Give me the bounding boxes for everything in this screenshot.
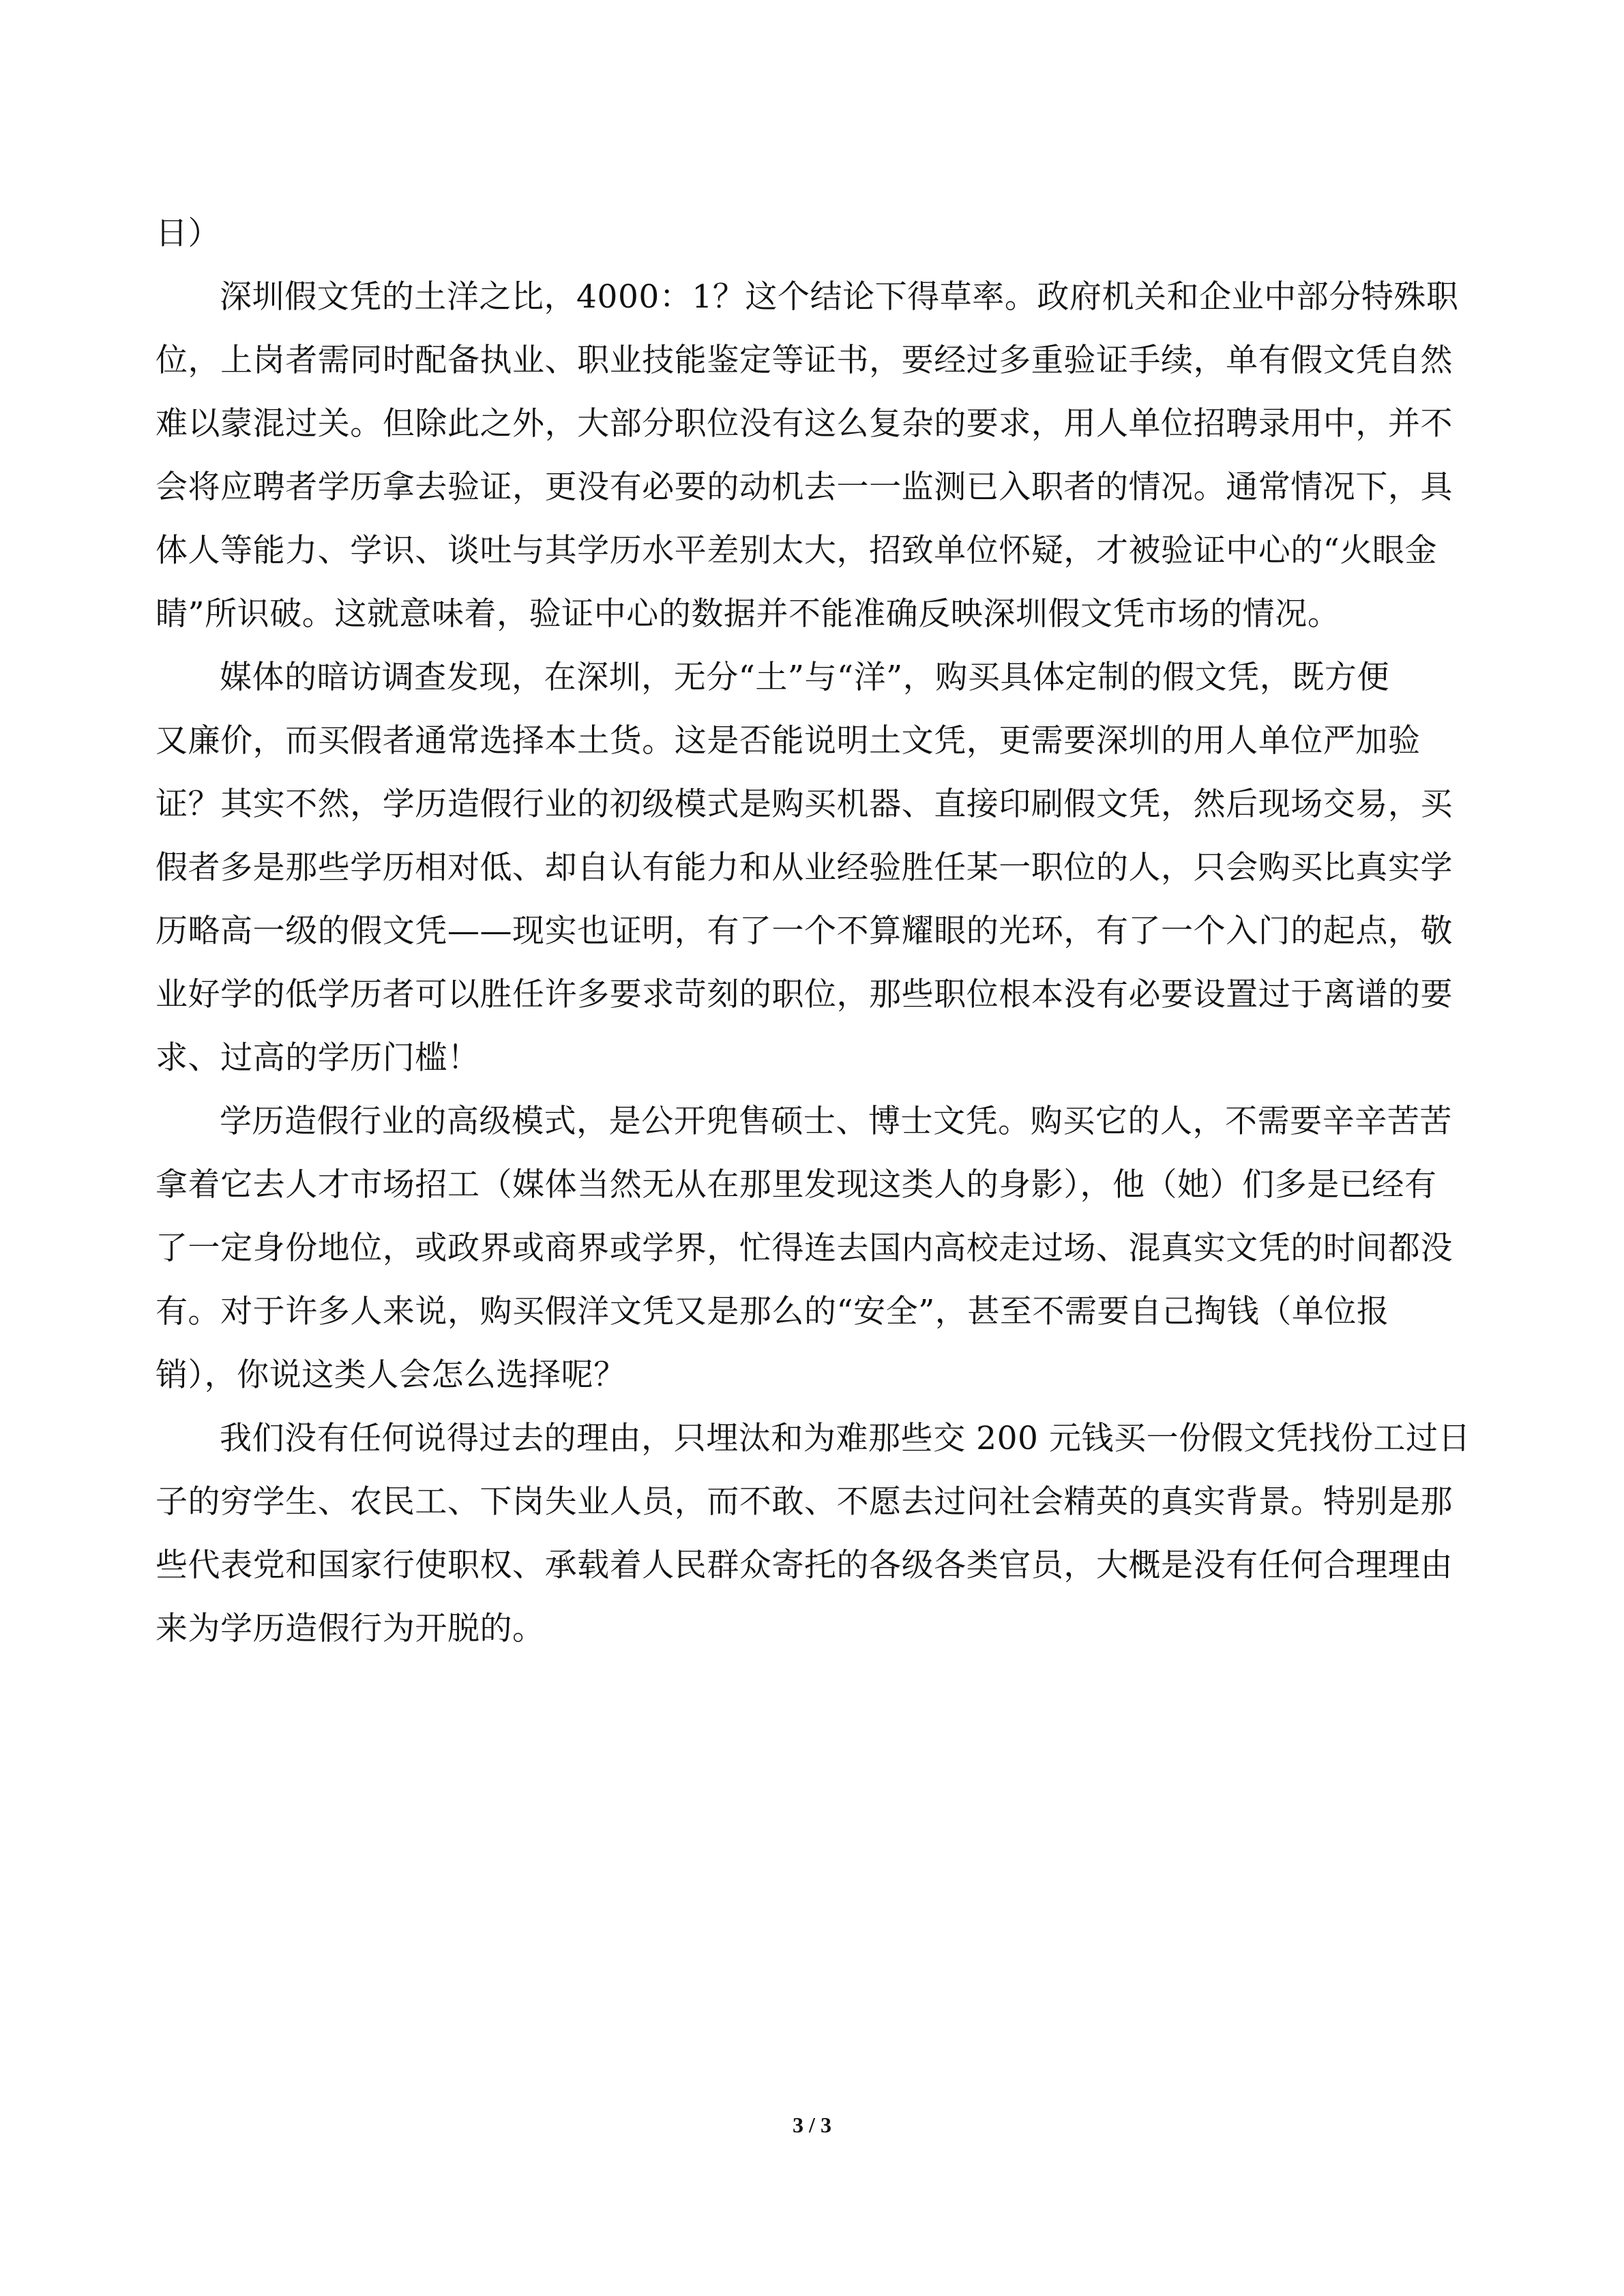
text-line: 证？其实不然，学历造假行业的初级模式是购买机器、直接印刷假文凭，然后现场交易，买 [156,786,1453,823]
page-number: 3 / 3 [793,2113,831,2137]
text-line: 拿着它去人才市场招工（媒体当然无从在那里发现这类人的身影），他（她）们多是已经有 [156,1166,1437,1204]
text-line: 历略高一级的假文凭——现实也证明，有了一个不算耀眼的光环，有了一个入门的起点，敬 [156,912,1453,950]
text-line: 来为学历造假行为开脱的。 [156,1610,545,1648]
text-line: 些代表党和国家行使职权、承载着人民群众寄托的各级各类官员，大概是没有任何合理理由 [156,1547,1453,1584]
text-line: 会将应聘者学历拿去验证，更没有必要的动机去一一监测已入职者的情况。通常情况下，具 [156,468,1453,506]
text-line: 体人等能力、学识、谈吐与其学历水平差别太大，招致单位怀疑，才被验证中心的“火眼金 [156,532,1438,569]
text-line: 日） [156,215,221,252]
text-line: 销），你说这类人会怎么选择呢？ [156,1356,626,1394]
paragraph-line: 我们没有任何说得过去的理由，只埋汰和为难那些交 200 元钱买一份假文凭找份工过日 [220,1420,1471,1457]
document-body [156,202,1471,1660]
text-line: 假者多是那些学历相对低、却自认有能力和从业经验胜任某一职位的人，只会购买比真实学 [156,849,1453,886]
text-line: 子的穷学生、农民工、下岗失业人员，而不敢、不愿去过问社会精英的真实背景。特别是那 [156,1483,1453,1521]
text-line: 又廉价，而买假者通常选择本土货。这是否能说明土文凭，更需要深圳的用人单位严加验 [156,722,1421,760]
text-line: 睛”所识破。这就意味着，验证中心的数据并不能准确反映深圳假文凭市场的情况。 [156,595,1340,633]
text-line: 求、过高的学历门槛！ [156,1039,480,1077]
paragraph-line: 深圳假文凭的土洋之比，4000：1？这个结论下得草率。政府机关和企业中部分特殊职 [220,278,1459,316]
text-line: 业好学的低学历者可以胜任许多要求苛刻的职位，那些职位根本没有必要设置过于离谱的要 [156,976,1453,1013]
paragraph-line: 学历造假行业的高级模式，是公开兜售硕士、博士文凭。购买它的人，不需要辛辛苦苦 [220,1103,1452,1140]
text-line: 有。对于许多人来说，购买假洋文凭又是那么的“安全”，甚至不需要自己掏钱（单位报 [156,1293,1389,1330]
paragraph-line: 媒体的暗访调查发现，在深圳，无分“土”与“洋”，购买具体定制的假文凭，既方便 [220,659,1390,696]
text-line: 难以蒙混过关。但除此之外，大部分职位没有这么复杂的要求，用人单位招聘录用中，并不 [156,405,1453,443]
text-line: 了一定身份地位，或政界或商界或学界，忙得连去国内高校走过场、混真实文凭的时间都没 [156,1229,1453,1267]
text-line: 位，上岗者需同时配备执业、职业技能鉴定等证书，要经过多重验证手续，单有假文凭自然 [156,342,1453,379]
